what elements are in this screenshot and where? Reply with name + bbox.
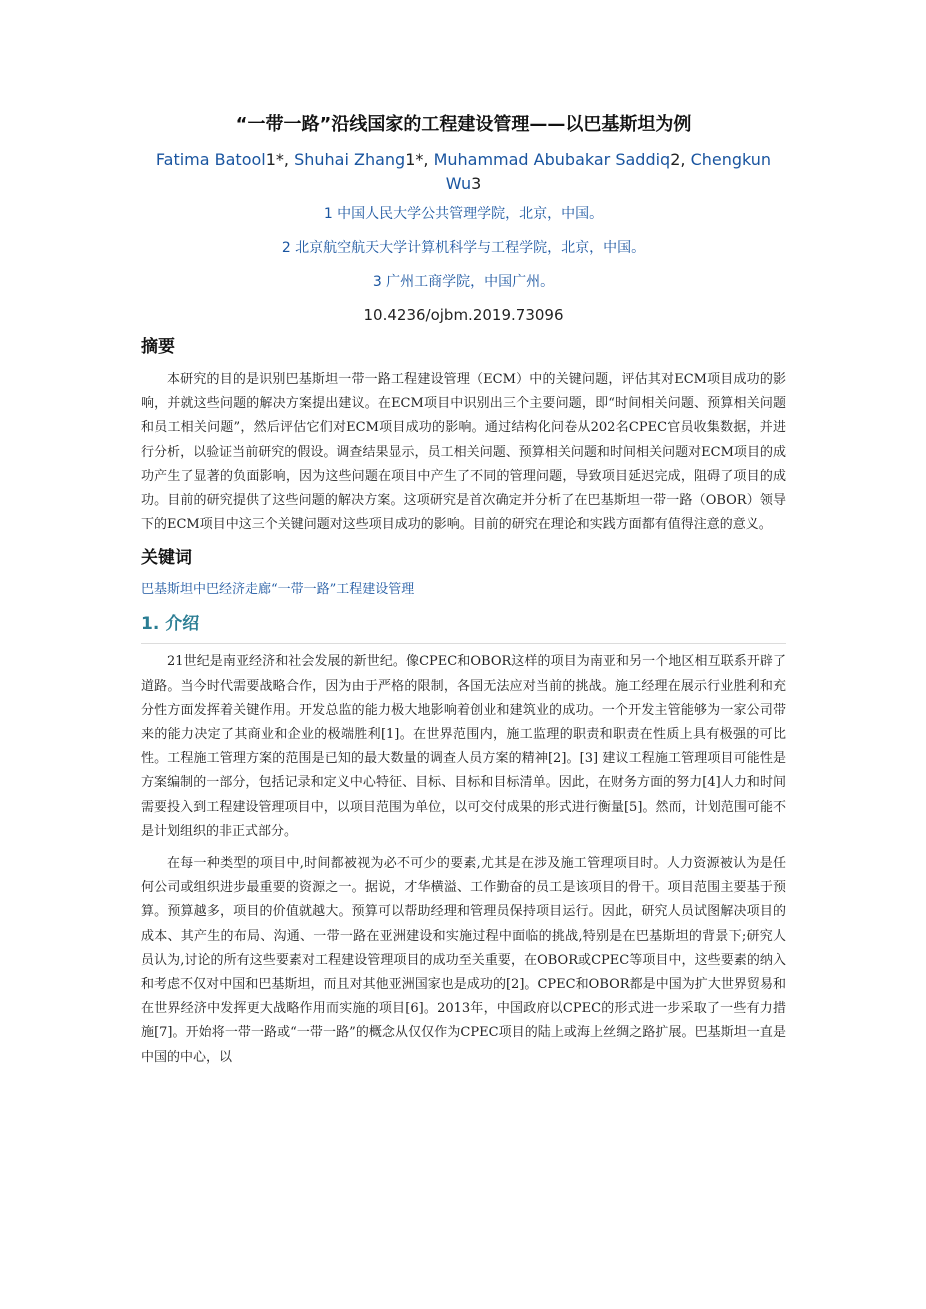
author-link[interactable]: Shuhai Zhang bbox=[294, 150, 406, 169]
abstract-text: 本研究的目的是识别巴基斯坦一带一路工程建设管理（ECM）中的关键问题，评估其对ECM项目成功的影响，并就这些问题的解决方案提出建议。在ECM项目中识别出三个主要问题，即“时间相关问题、预算相关问题和员工相关问题”，然后评估它们对ECM项目成功的影响。通过结构化问卷从202名CPEC官员收集数据，并进行分析，以验证当前研究的假设。调查结果显示，员工相关问题、预算相关问题和时间相关问题对ECM项目的成功产生了显著的负面影响，因为这些问题在项目中产生了不同的管理问题，导致项目延迟完成，阻碍了项目的成功。目前的研究提供了这些问题的解决方案。这项研究是首次确定并分析了在巴基斯坦一带一路（OBOR）领导下的ECM项目中这三个关键问题对这些项目成功的影响。目前的研究在理论和实践方面都有值得注意的意义。 bbox=[141, 372, 786, 533]
affiliation: 3 广州工商学院，中国广州。 bbox=[372, 274, 555, 290]
author-separator: , bbox=[423, 150, 434, 169]
paper-page bbox=[141, 112, 786, 1078]
author-affiliation-mark: 1* bbox=[265, 150, 284, 169]
introduction-paragraph: 21世纪是南亚经济和社会发展的新世纪。像CPEC和OBOR这样的项目为南亚和另一个地区相互联系开辟了道路。当今时代需要战略合作，因为由于严格的限制，各国无法应对当前的挑战。施工经理在展示行业胜利和充分性方面发挥着关键作用。开发总监的能力极大地影响着创业和建筑业的成功。一个开发主管能够为一家公司带来的能力决定了其商业和企业的极端胜利[1]。在世界范围内，施工监理的职责和职责在性质上具有极强的可比性。工程施工管理方案的范围是已知的最大数量的调查人员方案的精神[2]。[3] 建议工程施工管理项目可能性是方案编制的一部分，包括记录和定义中心特征、目标、目标和目标清单。因此，在财务方面的努力[4]人力和时间需要投入到工程建设管理项目中，以项目范围为单位，以可交付成果的形式进行衡量[5]。然而，计划范围可能不是计划组织的非正式部分。 bbox=[141, 654, 786, 839]
author-link[interactable]: Muhammad Abubakar Saddiq bbox=[433, 150, 671, 169]
affiliation: 2 北京航空航天大学计算机科学与工程学院，北京，中国。 bbox=[281, 240, 646, 256]
author-link[interactable]: Chengkun Wu bbox=[445, 150, 772, 193]
author-separator: , bbox=[680, 150, 691, 169]
doi[interactable]: 10.4236/ojbm.2019.73096 bbox=[363, 306, 564, 324]
keywords-list[interactable]: 巴基斯坦中巴经济走廊“一带一路”工程建设管理 bbox=[141, 582, 415, 598]
introduction-paragraph: 在每一种类型的项目中,时间都被视为必不可少的要素,尤其是在涉及施工管理项目时。人力资源被认为是任何公司或组织进步最重要的资源之一。据说，才华横溢、工作勤奋的员工是该项目的骨干。项目范围主要基于预算。预算越多，项目的价值就越大。预算可以帮助经理和管理员保持项目运行。因此，研究人员试图解决项目的成本、其产生的布局、沟通、一带一路在亚洲建设和实施过程中面临的挑战,特别是在巴基斯坦的背景下;研究人员认为,讨论的所有这些要素对工程建设管理项目的成功至关重要，在OBOR或CPEC等项目中，这些要素的纳入和考虑不仅对中国和巴基斯坦，而且对其他亚洲国家也是成功的[2]。CPEC和OBOR都是中国为扩大世界贸易和在世界经济中发挥更大战略作用而实施的项目[6]。2013年，中国政府以CPEC的形式进一步采取了一些有力措施[7]。开始将一带一路或“一带一路”的概念从仅仅作为CPEC项目的陆上或海上丝绸之路扩展。巴基斯坦一直是中国的中心，以 bbox=[141, 856, 786, 1065]
author-affiliation-mark: 3 bbox=[471, 174, 482, 193]
author-link[interactable]: Fatima Batool bbox=[155, 150, 266, 169]
author-affiliation-mark: 2 bbox=[670, 150, 681, 169]
author-affiliation-mark: 1* bbox=[405, 150, 424, 169]
paper-title: “一带一路”沿线国家的工程建设管理——以巴基斯坦为例 bbox=[235, 114, 692, 135]
abstract-heading: 摘要 bbox=[141, 337, 175, 357]
introduction-heading: 1. 介绍 bbox=[141, 611, 786, 644]
author-separator: , bbox=[283, 150, 295, 169]
author-list bbox=[141, 148, 786, 196]
keywords-heading: 关键词 bbox=[141, 548, 192, 569]
affiliation: 1 中国人民大学公共管理学院，北京，中国。 bbox=[323, 206, 604, 222]
